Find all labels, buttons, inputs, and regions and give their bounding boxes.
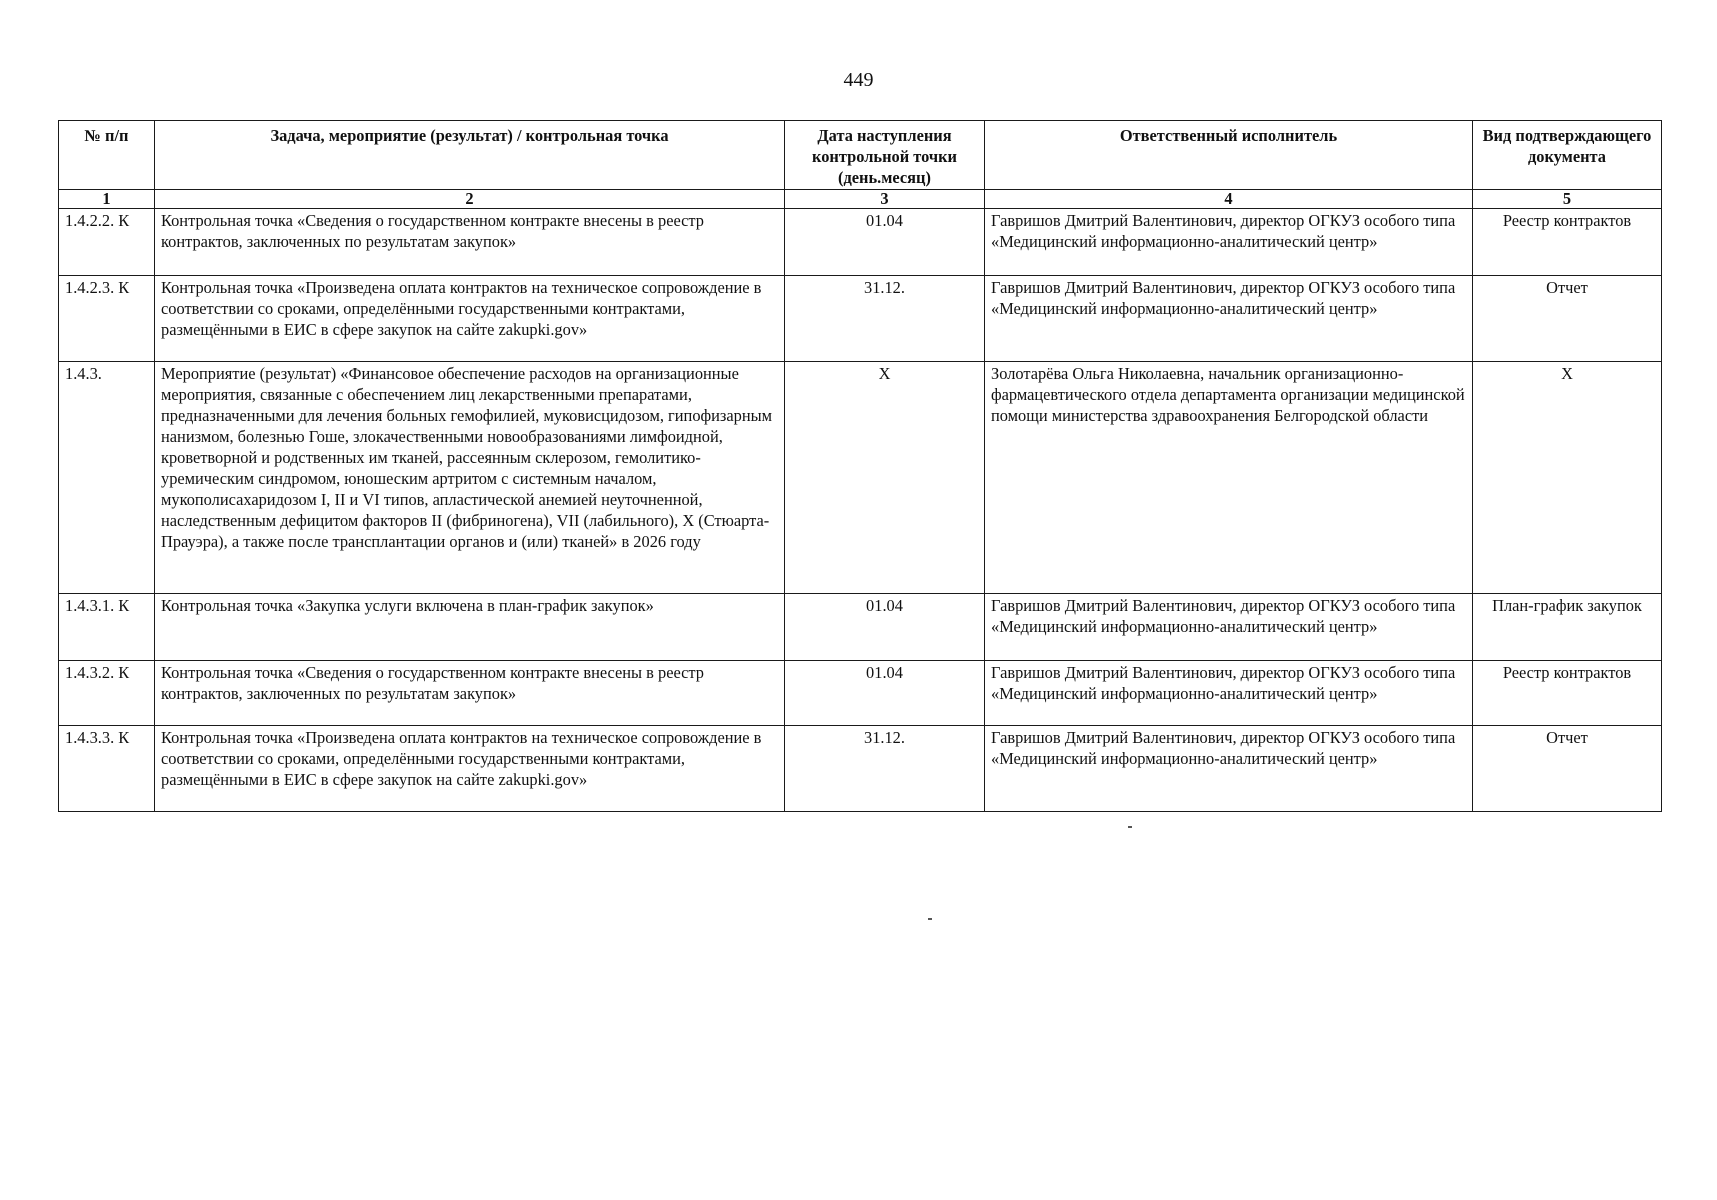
row-date: X [785,362,985,594]
row-date: 31.12. [785,276,985,362]
table-row [59,276,1662,362]
row-responsible: Гавришов Дмитрий Валентинович, директор ОГКУЗ особого типа «Медицинский информационно-аналитический центр» [985,209,1473,276]
control-points-table [58,120,1662,812]
row-number: 1.4.3.3. К [59,726,155,812]
row-responsible: Гавришов Дмитрий Валентинович, директор ОГКУЗ особого типа «Медицинский информационно-аналитический центр» [985,726,1473,812]
table-row [59,362,1662,594]
header-number: № п/п [59,121,155,190]
row-number: 1.4.3.1. К [59,594,155,661]
table-header [59,121,1662,190]
table-row [59,594,1662,661]
header-document: Вид подтверждающего документа [1473,121,1662,190]
scan-speck [1128,826,1132,828]
page-number: 449 [843,69,874,91]
row-responsible: Гавришов Дмитрий Валентинович, директор ОГКУЗ особого типа «Медицинский информационно-аналитический центр» [985,594,1473,661]
row-task: Контрольная точка «Сведения о государственном контракте внесены в реестр контрактов, заключенных по результатам закупок» [155,209,785,276]
column-number: 4 [985,190,1473,209]
table-row [59,661,1662,726]
column-number: 3 [785,190,985,209]
header-responsible: Ответственный исполнитель [985,121,1473,190]
row-task: Мероприятие (результат) «Финансовое обеспечение расходов на организационные мероприятия, связанные с обеспечением лиц лекарственными препаратами, предназначенными для лечения больных гемофилией, муковисцидозом, гипофизарным нанизмом, болезнью Гоше, злокачественными новообразованиями лимфоидной, кроветворной и родственных им тканей, рассеянным склерозом, гемолитико-уремическим синдромом, юношеским артритом с системным началом, мукополисахаридозом I, II и VI типов, апластической анемией неуточненной, наследственным дефицитом факторов II (фибриногена), VII (лабильного), X (Стюарта-Прауэра), а также после трансплантации органов и (или) тканей» в 2026 году [155,362,785,594]
row-document: X [1473,362,1662,594]
row-document: Отчет [1473,726,1662,812]
table-row [59,209,1662,276]
row-document: Реестр контрактов [1473,209,1662,276]
row-responsible: Гавришов Дмитрий Валентинович, директор ОГКУЗ особого типа «Медицинский информационно-аналитический центр» [985,661,1473,726]
column-number: 2 [155,190,785,209]
row-document: План-график закупок [1473,594,1662,661]
row-date: 31.12. [785,726,985,812]
row-date: 01.04 [785,661,985,726]
row-responsible: Золотарёва Ольга Николаевна, начальник организационно-фармацевтического отдела департамента организации медицинской помощи министерства здравоохранения Белгородской области [985,362,1473,594]
column-number: 5 [1473,190,1662,209]
row-task: Контрольная точка «Произведена оплата контрактов на техническое сопровождение в соответствии со сроками, определёнными государственными контрактами, размещёнными в ЕИС в сфере закупок на сайте zakupki.gov» [155,276,785,362]
row-date: 01.04 [785,594,985,661]
row-task: Контрольная точка «Произведена оплата контрактов на техническое сопровождение в соответствии со сроками, определёнными государственными контрактами, размещёнными в ЕИС в сфере закупок на сайте zakupki.gov» [155,726,785,812]
row-number: 1.4.3. [59,362,155,594]
row-responsible: Гавришов Дмитрий Валентинович, директор ОГКУЗ особого типа «Медицинский информационно-аналитический центр» [985,276,1473,362]
header-date: Дата наступления контрольной точки (день.месяц) [785,121,985,190]
scan-speck [928,918,932,920]
header-task: Задача, мероприятие (результат) / контрольная точка [155,121,785,190]
row-date: 01.04 [785,209,985,276]
table-body [59,190,1662,812]
column-number: 1 [59,190,155,209]
row-task: Контрольная точка «Сведения о государственном контракте внесены в реестр контрактов, заключенных по результатам закупок» [155,661,785,726]
column-numbers-row [59,190,1662,209]
table-row [59,726,1662,812]
row-number: 1.4.3.2. К [59,661,155,726]
row-document: Реестр контрактов [1473,661,1662,726]
row-number: 1.4.2.3. К [59,276,155,362]
row-task: Контрольная точка «Закупка услуги включена в план-график закупок» [155,594,785,661]
row-number: 1.4.2.2. К [59,209,155,276]
row-document: Отчет [1473,276,1662,362]
